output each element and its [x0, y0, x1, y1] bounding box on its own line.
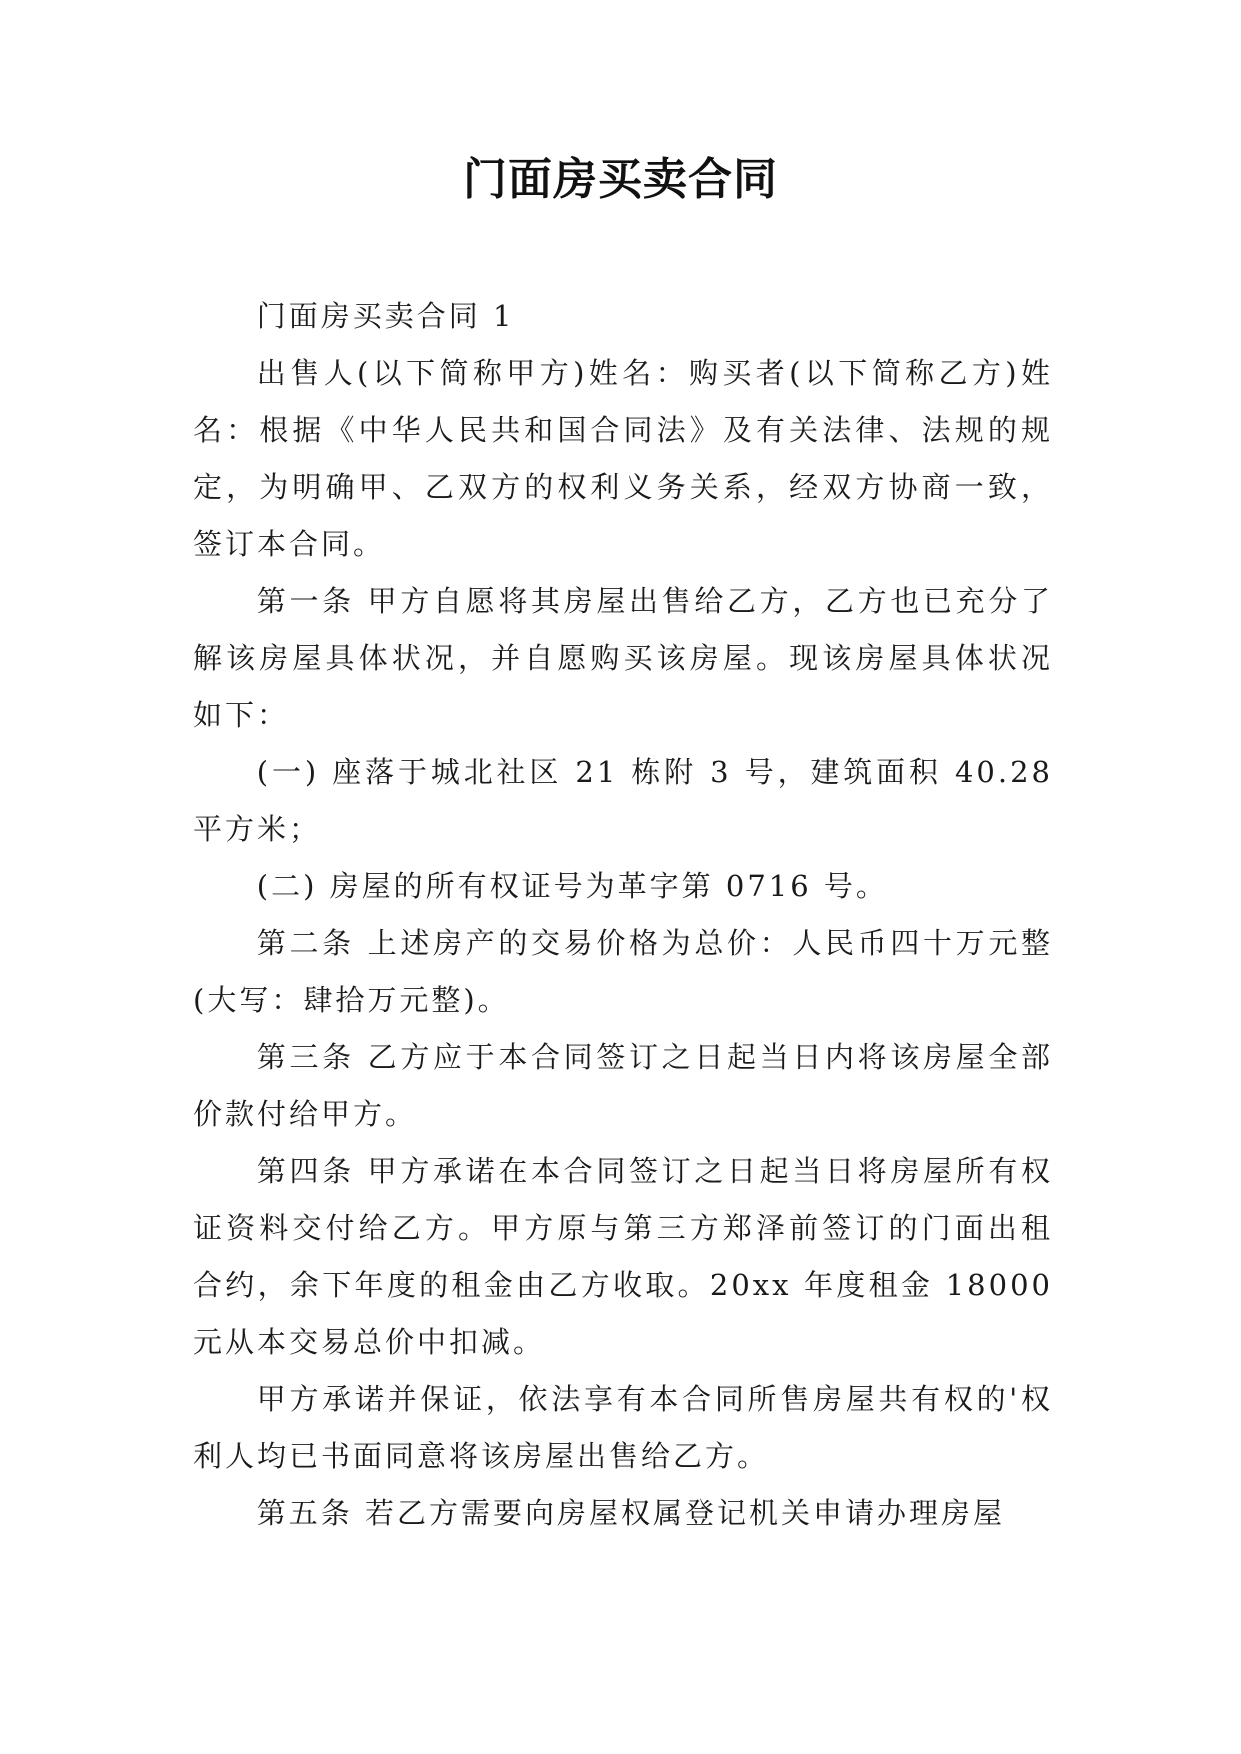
- article-1-paragraph: 第一条 甲方自愿将其房屋出售给乙方，乙方也已充分了解该房屋具体状况，并自愿购买该房屋。现该房屋具体状况如下：: [193, 584, 1053, 732]
- article-5-paragraph: 第五条 若乙方需要向房屋权属登记机关申请办理房屋: [256, 1496, 1006, 1530]
- subtitle-paragraph: 门面房买卖合同 1: [256, 299, 515, 333]
- guarantee-paragraph: 甲方承诺并保证，依法享有本合同所售房屋共有权的'权利人均已书面同意将该房屋出售给乙方。: [193, 1382, 1053, 1473]
- item-1-paragraph: (一) 座落于城北社区 21 栋附 3 号，建筑面积 40.28 平方米；: [193, 755, 1053, 846]
- document-body: [193, 288, 1053, 1542]
- document-title: 门面房买卖合同: [463, 154, 778, 205]
- article-3-paragraph: 第三条 乙方应于本合同签订之日起当日内将该房屋全部价款付给甲方。: [193, 1040, 1053, 1131]
- article-2-paragraph: 第二条 上述房产的交易价格为总价：人民币四十万元整(大写：肆拾万元整)。: [193, 926, 1053, 1017]
- parties-paragraph: 出售人(以下简称甲方)姓名：购买者(以下简称乙方)姓名：根据《中华人民共和国合同法》及有关法律、法规的规定，为明确甲、乙双方的权利义务关系，经双方协商一致，签订本合同。: [193, 356, 1053, 561]
- item-2-paragraph: (二) 房屋的所有权证号为革字第 0716 号。: [256, 869, 888, 903]
- article-4-paragraph: 第四条 甲方承诺在本合同签订之日起当日将房屋所有权证资料交付给乙方。甲方原与第三方郑泽前签订的门面出租合约，余下年度的租金由乙方收取。20xx 年度租金 18000 元从本交易总价中扣减。: [193, 1154, 1053, 1359]
